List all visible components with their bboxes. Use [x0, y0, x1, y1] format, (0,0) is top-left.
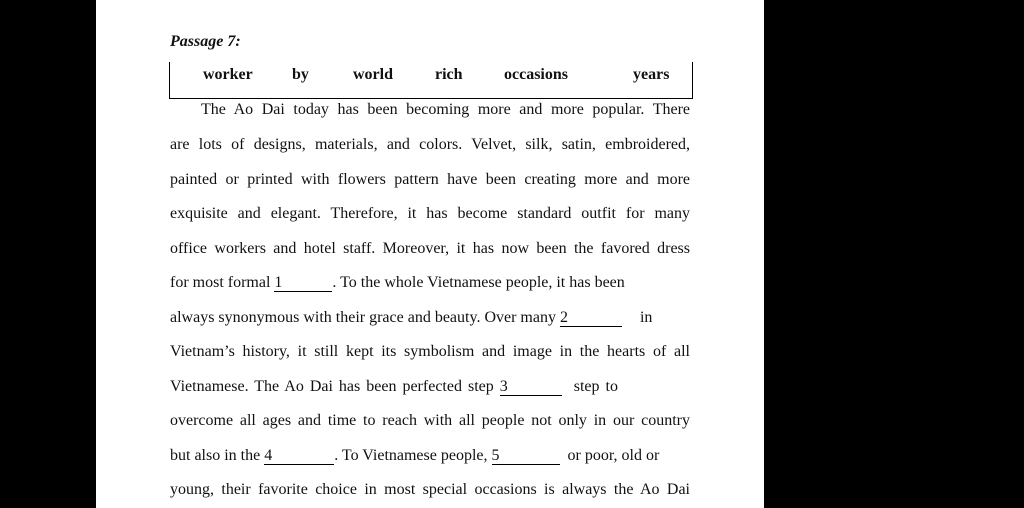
line-text: Vietnam’s history, it still kept its symbolism and image in the hearts of all — [170, 343, 690, 360]
paragraph-line — [170, 481, 690, 499]
paragraph-line — [170, 171, 690, 189]
paragraph-line — [170, 136, 690, 154]
line-text: . To the whole Vietnamese people, it has been — [332, 274, 625, 291]
paragraph-line — [170, 447, 690, 465]
line-text: Vietnamese. The Ao Dai has been perfected step — [170, 378, 500, 395]
document-page — [96, 0, 764, 508]
line-text: exquisite and elegant. Therefore, it has become standard outfit for many — [170, 205, 690, 222]
line-text: in — [635, 309, 653, 326]
blank-3: 3 — [500, 379, 562, 396]
line-text: always synonymous with their grace and beauty. Over many — [170, 309, 560, 326]
passage-title: Passage 7: — [170, 33, 241, 50]
line-text: The Ao Dai today has been becoming more and more popular. There — [201, 101, 690, 118]
word-bank-item: rich — [435, 66, 463, 83]
line-text: are lots of designs, materials, and colors. Velvet, silk, satin, embroidered, — [170, 136, 690, 153]
paragraph-line — [170, 240, 690, 258]
paragraph-line — [170, 309, 690, 327]
line-text: but also in the — [170, 447, 265, 464]
blank-5: 5 — [492, 448, 560, 465]
line-text: overcome all ages and time to reach with all people not only in our country — [170, 412, 690, 429]
line-text: office workers and hotel staff. Moreover, it has now been the favored dress — [170, 240, 690, 257]
line-text: young, their favorite choice in most special occasions is always the Ao Dai — [170, 481, 690, 498]
line-text: step to — [567, 378, 618, 395]
paragraph-line — [170, 378, 690, 396]
paragraph-line — [170, 343, 690, 361]
paragraph-line — [170, 205, 690, 223]
blank-1: 1 — [274, 275, 332, 292]
word-bank-item: years — [633, 66, 670, 83]
paragraph-line — [170, 274, 690, 292]
paragraph-line — [170, 412, 690, 430]
line-text: painted or printed with flowers pattern have been creating more and more — [170, 171, 690, 188]
word-bank-item: world — [353, 66, 393, 83]
blank-4: 4 — [264, 448, 334, 465]
word-bank-box — [169, 62, 693, 99]
word-bank-item: worker — [203, 66, 253, 83]
line-text: or poor, old or — [563, 447, 660, 464]
blank-2: 2 — [560, 310, 622, 327]
word-bank-item: by — [292, 66, 309, 83]
line-text: for most formal — [170, 274, 275, 291]
word-bank-item: occasions — [504, 66, 568, 83]
scrollbar-thumb[interactable] — [751, 311, 761, 508]
paragraph-line — [201, 101, 690, 119]
line-text: . To Vietnamese people, — [334, 447, 492, 464]
